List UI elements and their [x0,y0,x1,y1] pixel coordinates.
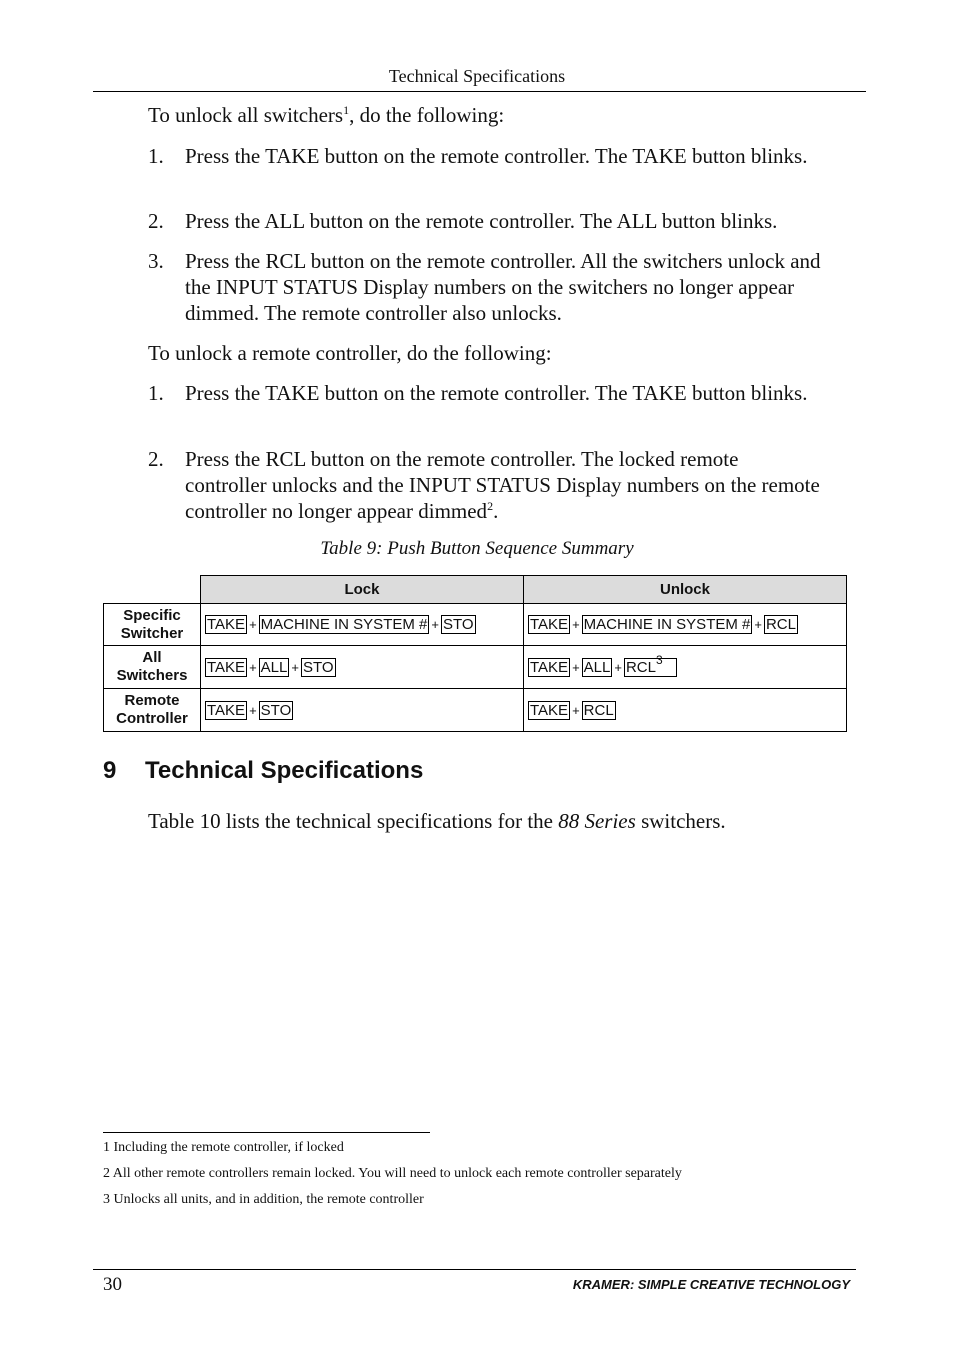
button-key: STO [302,658,334,676]
plus-sign: + [614,659,622,675]
footnote: 2 All other remote controllers remain locked. You will need to unlock each remote controller separately [103,1166,682,1181]
button-key: RCL [765,616,796,633]
step-number: 2. [148,447,164,471]
footnote-ref-3[interactable]: 3 [655,652,663,667]
button-key: TAKE [530,616,569,633]
step-number: 2. [148,209,164,233]
plus-sign: + [291,659,299,675]
lock-sequence [201,689,524,732]
plus-sign: + [249,659,257,675]
table-row [104,689,847,732]
button-key: TAKE [207,701,246,719]
button-key: TAKE [207,658,246,676]
lock-sequence [201,646,524,689]
unlock-remote-intro: To unlock a remote controller, do the following: [148,341,552,365]
column-header-unlock: Unlock [524,576,847,604]
plus-sign: + [431,617,439,632]
unlock-sequence [524,689,847,732]
footnote-ref-1[interactable]: 1 [343,103,350,117]
row-header: All Switchers [104,646,201,689]
table-caption: Table 9: Push Button Sequence Summary [320,538,634,559]
button-key: RCL [583,701,614,719]
section-title: Technical Specifications [145,757,424,784]
step-number: 1. [148,144,164,168]
page-number: 30 [103,1274,122,1295]
step-text: Press the ALL button on the remote controller. The ALL button blinks. [185,209,778,233]
button-key: ALL [583,658,611,676]
lock-sequence [201,604,524,646]
step-text: Press the TAKE button on the remote controller. The TAKE button blinks. [185,381,808,405]
button-key: TAKE [530,658,569,676]
button-key: TAKE [530,701,569,719]
plus-sign: + [754,617,762,632]
footnote: 1 Including the remote controller, if locked [103,1140,344,1155]
unlock-all-intro: To unlock all switchers$^1$, do the following: [148,103,505,127]
plus-sign: + [572,702,580,718]
table-row [104,604,847,646]
button-key: STO [442,616,474,633]
column-header-lock: Lock [201,576,524,604]
unlock-sequence [524,604,847,646]
table-header-row [104,576,847,604]
section-heading [103,757,423,785]
step-text: Press the RCL button on the remote controller. All the switchers unlock and the INPUT STATUS Display numbers on the switchers no longer appear dimmed. The remote controller also unlocks. [185,249,821,325]
button-key: RCL$^3$ [624,658,677,677]
series-name: 88 Series [558,809,636,833]
unlock-sequence [524,646,847,689]
plus-sign: + [572,659,580,675]
step-text: Press the TAKE button on the remote controller. The TAKE button blinks. [185,144,808,168]
button-key: MACHINE IN SYSTEM # [260,616,428,633]
footnote: 3 Unlocks all units, and in addition, the remote controller [103,1192,424,1207]
running-head: Technical Specifications [388,66,566,86]
footnote-rule [103,1132,430,1133]
button-key: ALL [260,658,288,676]
table-row [104,646,847,689]
table-corner-cell [104,576,201,604]
button-key: TAKE [207,616,246,633]
footnote-ref-2[interactable]: 2 [487,499,494,513]
footer-rule [93,1269,856,1270]
button-key: STO [260,701,292,719]
row-header: Specific Switcher [104,604,201,646]
step-text: Press the RCL button on the remote controller. The locked remote controller unlocks and the INPUT STATUS Display numbers on the remote controller no longer appear dimmed$^2$. [185,447,820,523]
section-number: 9 [103,757,117,784]
row-header: Remote Controller [104,689,201,732]
header-rule [93,91,866,92]
brand-tagline: KRAMER: SIMPLE CREATIVE TECHNOLOGY [572,1277,850,1292]
section-body: Table 10 lists the technical specifications for the 88 Series switchers. [148,809,726,833]
push-button-table [103,575,847,732]
button-key: MACHINE IN SYSTEM # [583,616,751,633]
plus-sign: + [249,617,257,632]
plus-sign: + [249,702,257,718]
plus-sign: + [572,617,580,632]
step-number: 3. [148,249,164,273]
step-number: 1. [148,381,164,405]
